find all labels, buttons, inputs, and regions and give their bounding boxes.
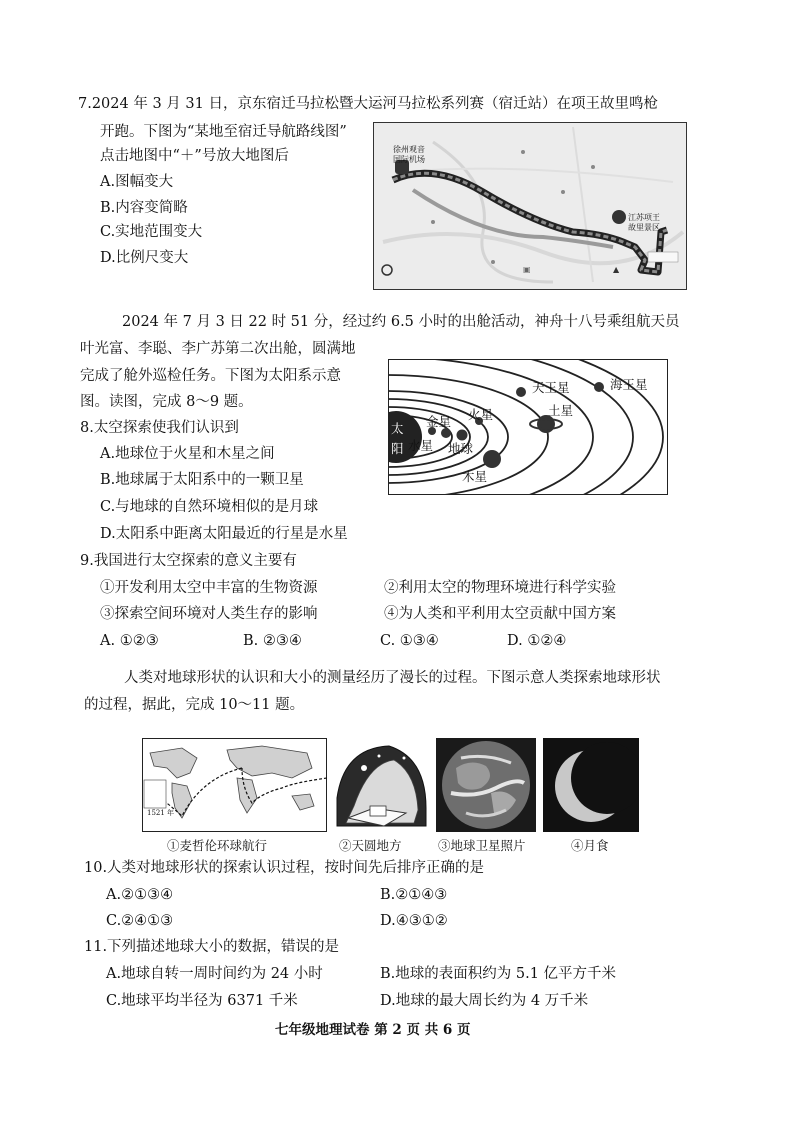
q8-option-a: A.地球位于火星和木星之间 [100, 446, 275, 462]
figure-round-heaven [334, 738, 429, 832]
sun-label-2: 阳 [391, 441, 404, 456]
q7-option-b: B.内容变简略 [100, 200, 188, 216]
q10-stem: 10.人类对地球形状的探索认识过程，按时间先后排序正确的是 [84, 860, 485, 876]
jupiter-label: 木星 [462, 469, 488, 484]
venus-label: 金星 [426, 414, 452, 429]
q10-option-c: C.②④①③ [106, 913, 174, 929]
q9-item-3: ③探索空间环境对人类生存的影响 [100, 606, 318, 622]
q9-option-b: B. ②③④ [243, 633, 302, 649]
q11-option-d: D.地球的最大周长约为 4 万千米 [380, 993, 589, 1009]
q8-option-b: B.地球属于太阳系中的一颗卫星 [100, 472, 304, 488]
mercury-label: 水星 [408, 438, 434, 453]
q7-option-c: C.实地范围变大 [100, 224, 203, 240]
intro89-line3: 完成了舱外巡检任务。下图为太阳系示意 [80, 368, 341, 384]
eclipse-graphic [543, 738, 639, 832]
neptune-label: 海王星 [610, 377, 648, 392]
sun-label-1: 太 [391, 421, 404, 436]
intro89-line1: 2024 年 7 月 3 日 22 时 51 分，经过约 6.5 小时的出舱活动，神舟十八号乘组航天员 [122, 314, 680, 330]
intro89-line2: 叶光富、李聪、李广苏第二次出舱，圆满地 [80, 341, 356, 357]
figure-magellan-voyage [142, 738, 327, 832]
map-label-airport-1: 徐州观音 [393, 145, 425, 154]
jupiter-shape [483, 450, 501, 468]
q10-option-a: A.②①③④ [106, 887, 174, 903]
q9-item-4: ④为人类和平利用太空贡献中国方案 [384, 606, 616, 622]
q7-option-a: A.图幅变大 [100, 174, 174, 190]
q7-option-d: D.比例尺变大 [100, 250, 189, 266]
earth-photo-graphic [436, 738, 536, 832]
map-label-scenic-2: 故里景区 [628, 223, 660, 232]
q10-option-b: B.②①④③ [380, 887, 448, 903]
q11-stem: 11.下列描述地球大小的数据，错误的是 [84, 939, 340, 955]
intro1011-line2: 的过程，据此，完成 10～11 题。 [84, 697, 305, 713]
navigation-route-map [373, 122, 687, 290]
q9-option-a: A. ①②③ [100, 633, 159, 649]
q7-stem-line2: 开跑。下图为“某地至宿迁导航路线图” [100, 124, 347, 140]
map-label-airport-2: 国际机场 [393, 155, 425, 164]
intro1011-line1: 人类对地球形状的认识和大小的测量经历了漫长的过程。下图示意人类探索地球形状 [124, 670, 661, 686]
caption-figure-2: ②天圆地方 [339, 838, 402, 853]
svg-text:▲: ▲ [613, 265, 620, 274]
q8-option-c: C.与地球的自然环境相似的是月球 [100, 499, 319, 515]
neptune-shape [594, 382, 604, 392]
caption-figure-1: ①麦哲伦环球航行 [167, 838, 268, 853]
uranus-shape [516, 387, 526, 397]
q7-stem-line1: 7.2024 年 3 月 31 日，京东宿迁马拉松暨大运河马拉松系列赛（宿迁站）在项王故里鸣枪 [78, 96, 658, 112]
earth-label: 地球 [448, 441, 474, 456]
q9-option-d: D. ①②④ [507, 633, 567, 649]
svg-text:▣: ▣ [523, 265, 531, 274]
q11-option-b: B.地球的表面积约为 5.1 亿平方千米 [380, 966, 617, 982]
map-year-label: 1521 年 [147, 809, 175, 817]
figure-earth-photo [436, 738, 536, 832]
solar-system-diagram [388, 359, 668, 495]
q9-item-2: ②利用太空的物理环境进行科学实验 [384, 580, 616, 596]
uranus-label: 天王星 [532, 380, 570, 395]
q9-option-c: C. ①③④ [380, 633, 439, 649]
q7-stem-line3: 点击地图中“＋”号放大地图后 [100, 148, 289, 164]
saturn-label: 土星 [548, 403, 574, 418]
q8-stem: 8.太空探索使我们认识到 [80, 420, 239, 436]
map-label-scenic-1: 江苏项王 [628, 213, 660, 222]
page-footer: 七年级地理试卷 第 2 页 共 6 页 [275, 1022, 471, 1038]
q9-item-1: ①开发利用太空中丰富的生物资源 [100, 580, 318, 596]
intro89-line4: 图。读图，完成 8～9 题。 [80, 394, 253, 410]
q11-option-a: A.地球自转一周时间约为 24 小时 [106, 966, 323, 982]
q11-option-c: C.地球平均半径为 6371 千米 [106, 993, 298, 1009]
q10-option-d: D.④③①② [380, 913, 448, 929]
mars-label: 火星 [468, 407, 494, 422]
q9-stem: 9.我国进行太空探索的意义主要有 [80, 553, 297, 569]
caption-figure-3: ③地球卫星照片 [438, 838, 526, 853]
q8-option-d: D.太阳系中距离太阳最近的行星是水星 [100, 526, 348, 542]
dome-graphic [334, 738, 429, 832]
caption-figure-4: ④月食 [571, 838, 609, 853]
figure-lunar-eclipse [543, 738, 639, 832]
